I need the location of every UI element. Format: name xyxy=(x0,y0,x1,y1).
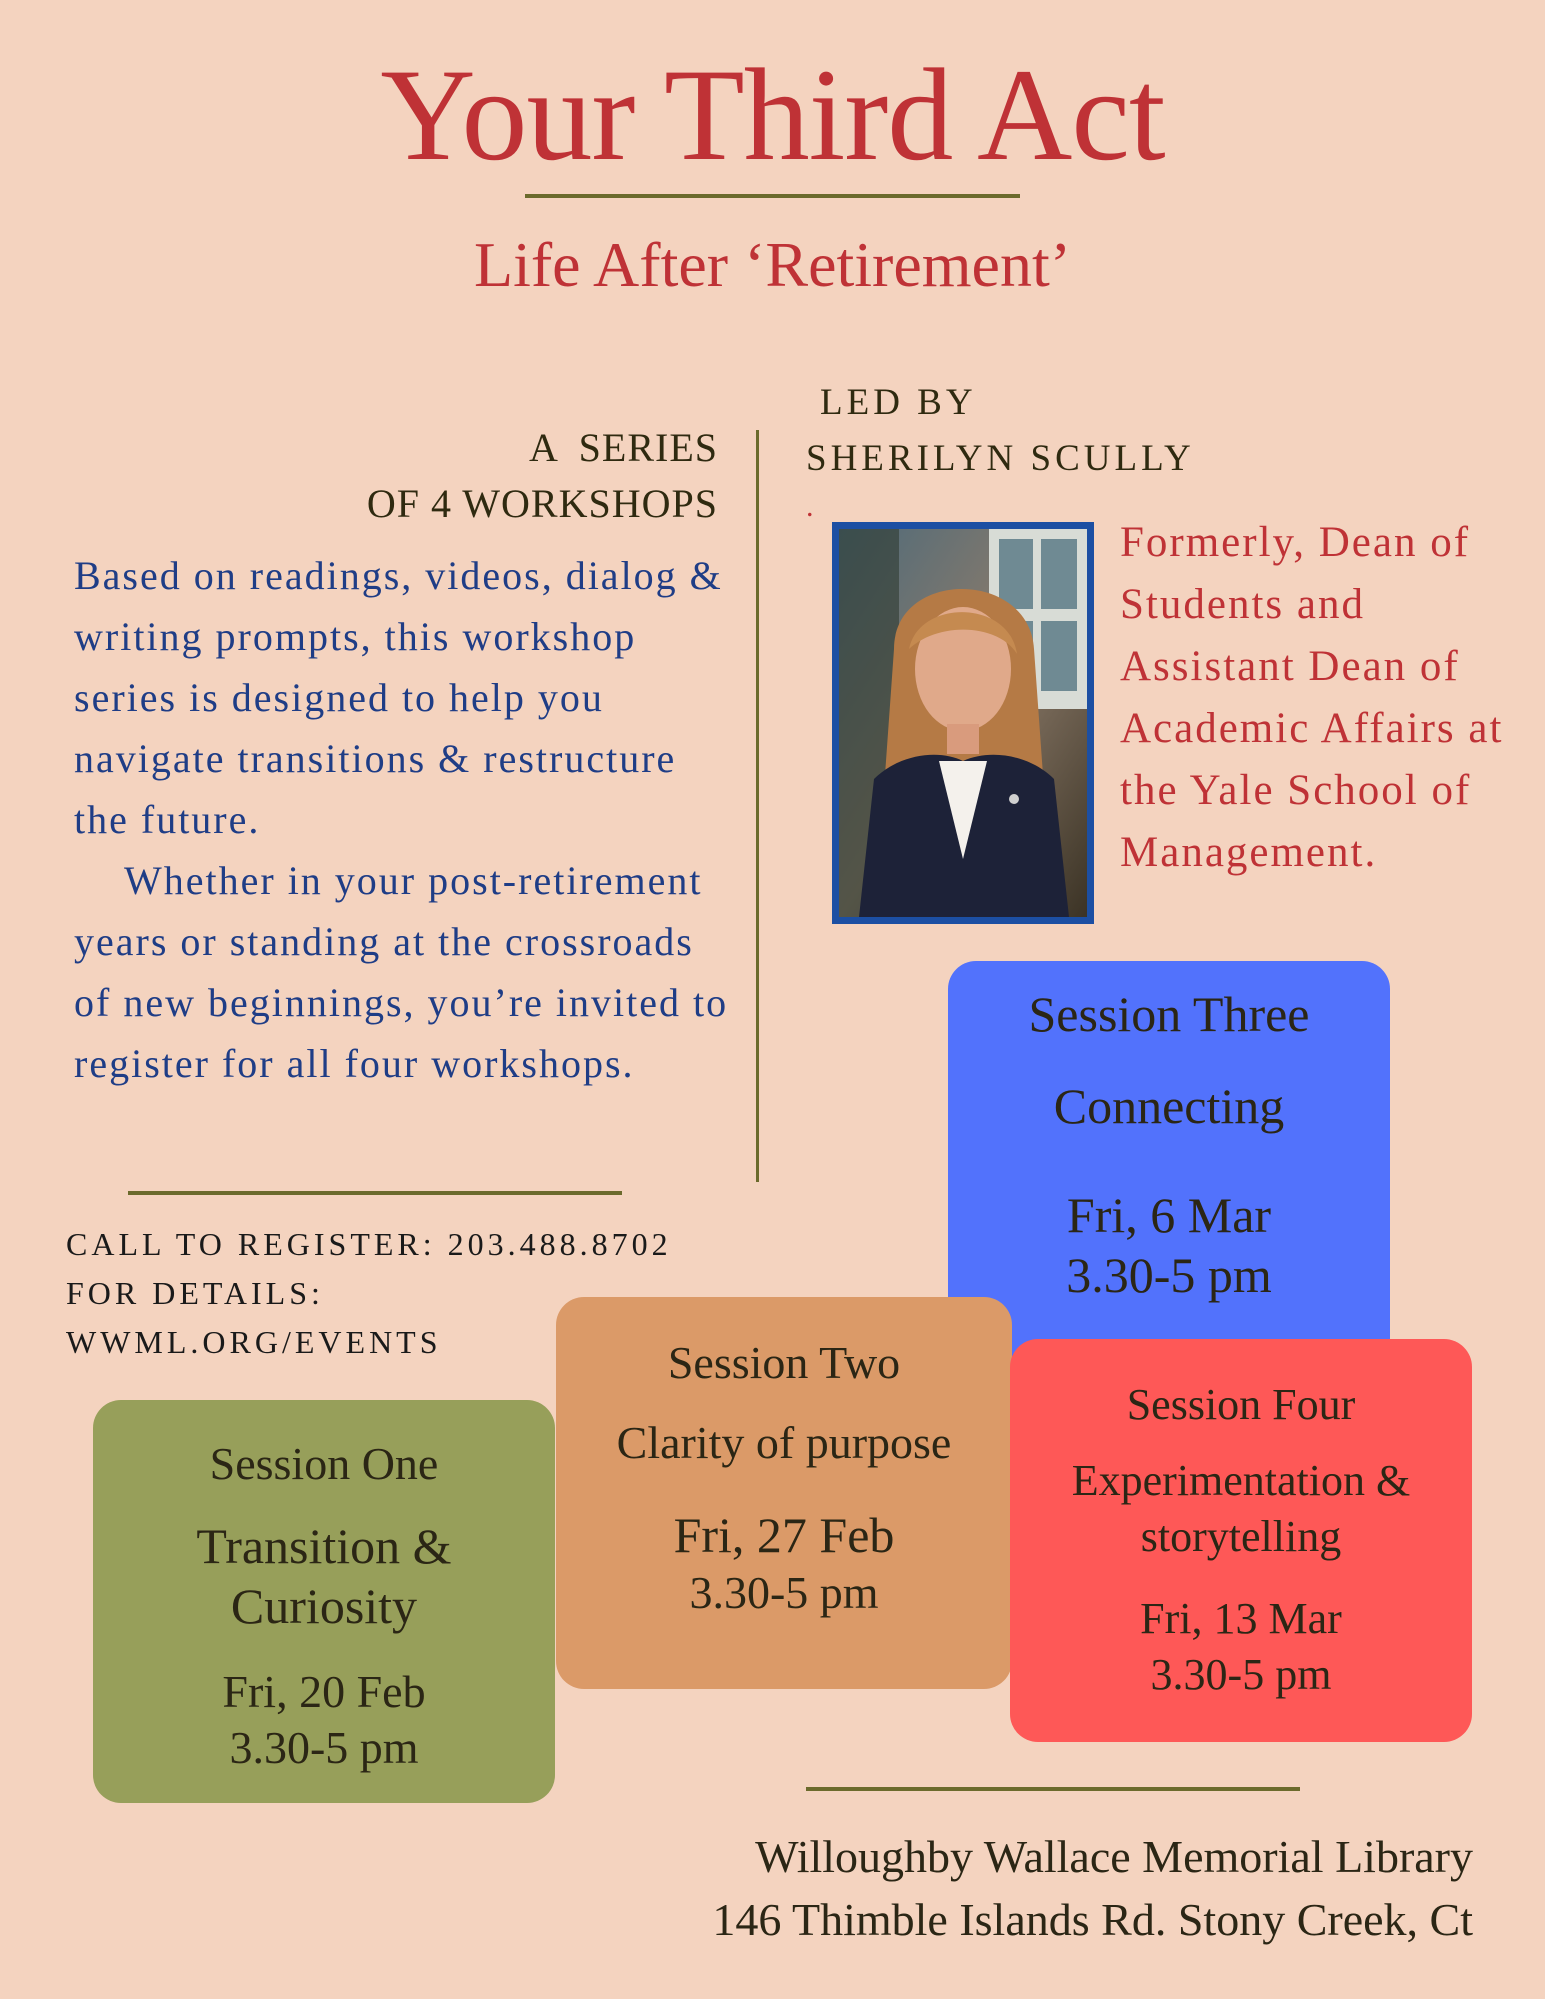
title-divider xyxy=(525,194,1020,198)
session-topic: Connecting xyxy=(1053,1078,1285,1134)
session-topic: Clarity of purpose xyxy=(616,1417,952,1468)
page-title: Your Third Act xyxy=(380,41,1165,188)
session-two-card xyxy=(556,1297,1012,1689)
leader-bio: Formerly, Dean of Students and Assistant Dean of Academic Affairs at the Yale School of Management. xyxy=(1120,519,1504,876)
leader-heading xyxy=(806,375,1195,487)
description-paragraph-1: Based on readings, videos, dialog & writing prompts, this workshop series is designed to help you navigate transitions & restructure the future. xyxy=(74,553,723,842)
portrait-image xyxy=(839,529,1087,917)
street-address: 146 Thimble Islands Rd. Stony Creek, Ct xyxy=(712,1894,1473,1945)
session-one-card xyxy=(93,1400,555,1803)
session-topic: Experimentation & storytelling xyxy=(1071,1456,1411,1561)
session-date: Fri, 27 Feb xyxy=(673,1507,895,1563)
contact-divider xyxy=(128,1191,622,1195)
session-date: Fri, 6 Mar xyxy=(1066,1187,1272,1243)
leader-name: SHERILYN SCULLY xyxy=(806,438,1195,479)
details-url: WWML.ORG/EVENTS xyxy=(66,1324,442,1360)
series-line-2: OF 4 WORKSHOPS xyxy=(366,481,718,526)
details-label: FOR DETAILS: xyxy=(66,1275,324,1311)
session-name: Session One xyxy=(209,1438,439,1489)
series-label xyxy=(367,420,718,532)
session-time: 3.30-5 pm xyxy=(1150,1650,1332,1699)
session-time: 3.30-5 pm xyxy=(229,1722,419,1773)
session-topic: Transition & Curiosity xyxy=(196,1518,452,1634)
call-to-register: CALL TO REGISTER: 203.488.8702 xyxy=(66,1226,672,1262)
page-subtitle: Life After ‘Retirement’ xyxy=(473,229,1072,300)
series-description xyxy=(74,545,734,1094)
session-time: 3.30-5 pm xyxy=(689,1567,879,1618)
session-name: Session Three xyxy=(1028,986,1310,1042)
session-name: Session Two xyxy=(667,1337,901,1388)
library-address xyxy=(712,1825,1473,1951)
column-divider xyxy=(756,430,759,1182)
session-time: 3.30-5 pm xyxy=(1066,1247,1272,1303)
footer-divider xyxy=(806,1787,1300,1791)
session-name: Session Four xyxy=(1126,1380,1356,1429)
library-name: Willoughby Wallace Memorial Library xyxy=(755,1831,1473,1882)
leader-photo xyxy=(832,522,1094,924)
session-four-card xyxy=(1010,1339,1472,1742)
series-line-1: A SERIES xyxy=(528,425,718,470)
led-by-label: LED BY xyxy=(820,382,977,423)
session-three-card xyxy=(948,961,1390,1367)
decorative-dot: . xyxy=(806,490,814,523)
session-date: Fri, 13 Mar xyxy=(1140,1594,1342,1643)
session-date: Fri, 20 Feb xyxy=(222,1666,426,1717)
description-paragraph-2: Whether in your post-retirement years or standing at the crossroads of new beginnings, you’re invited to register for all four workshops. xyxy=(74,858,729,1086)
